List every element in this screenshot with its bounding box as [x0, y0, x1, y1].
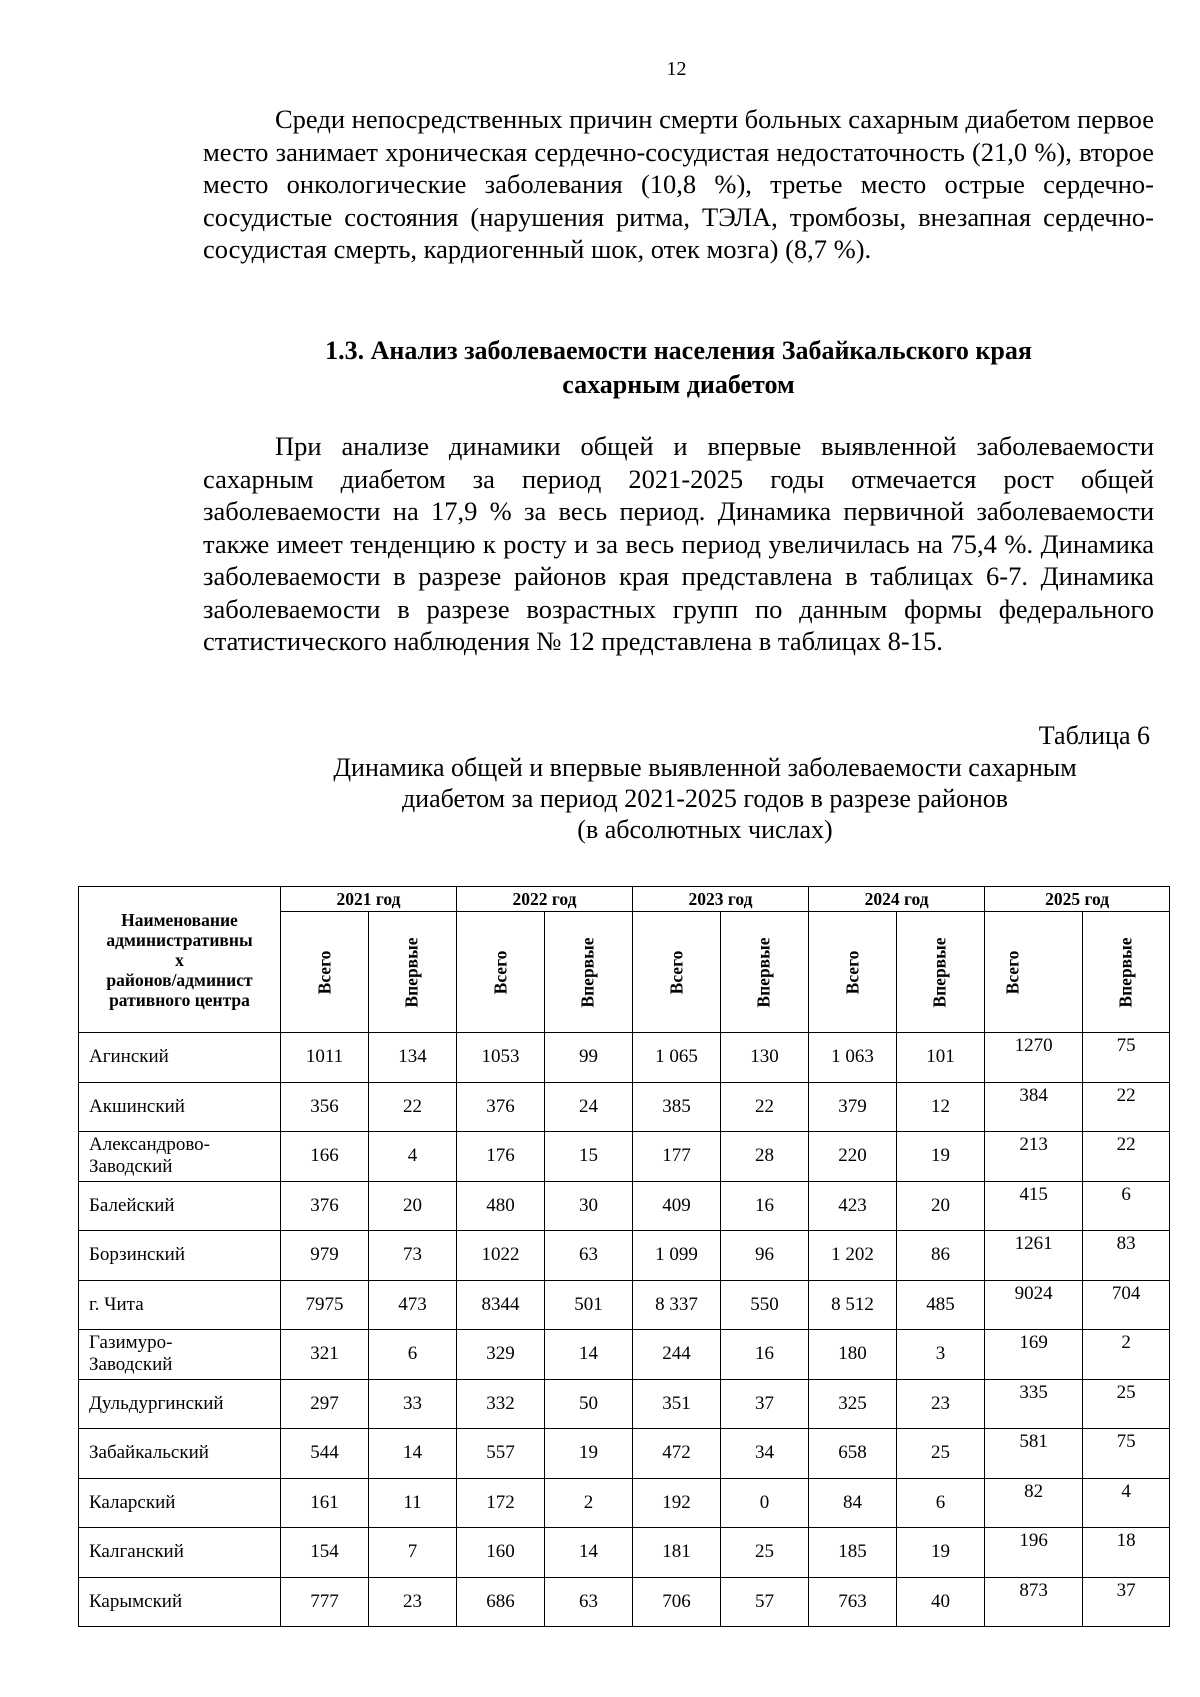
district-name-cell: [79, 1280, 281, 1330]
district-name: Акшинский: [89, 1095, 185, 1117]
value-first-cell: 25: [1083, 1379, 1170, 1429]
value-first-cell: 75: [1083, 1033, 1170, 1083]
district-name: Газимуро-: [89, 1332, 173, 1354]
district-header-line: административны: [106, 929, 253, 950]
district-name-cell: [79, 1082, 281, 1132]
paragraph-causes-of-death: Среди непосредственных причин смерти больных сахарным диабетом первое место занимает хроническая сердечно-сосудистая недостаточность (21,0 %), второе место онкологические заболевания (10,8 %), третье место острые сердечно-сосудистые состояния (нарушения ритма, ТЭЛА, тромбозы, внезапная сердечно-сосудистая смерть, кардиогенный шок, отек мозга) (8,7 %).: [203, 104, 1154, 264]
value-all-cell: 384: [985, 1082, 1083, 1132]
subheader-first: [1083, 912, 1170, 1033]
value-all-cell: 472: [633, 1429, 721, 1479]
value-first-cell: 22: [1083, 1082, 1170, 1132]
value-first-cell: 2: [545, 1478, 633, 1528]
district-name-cell: [79, 1330, 281, 1380]
value-all-cell: 332: [457, 1379, 545, 1429]
value-first-cell: 57: [721, 1577, 809, 1627]
value-all-cell: 1053: [457, 1033, 545, 1083]
value-all-cell: 1270: [985, 1033, 1083, 1083]
table-row: [79, 1330, 1170, 1380]
value-first-cell: 2: [1083, 1330, 1170, 1380]
table-row: [79, 1280, 1170, 1330]
value-all-cell: 351: [633, 1379, 721, 1429]
value-first-cell: 12: [897, 1082, 985, 1132]
district-name: Александрово-: [89, 1134, 210, 1156]
value-first-cell: 37: [721, 1379, 809, 1429]
year-header: 2023 год: [633, 887, 809, 912]
table-row: [79, 1478, 1170, 1528]
value-all-cell: 1 202: [809, 1231, 897, 1281]
value-all-cell: 415: [985, 1181, 1083, 1231]
district-name-cell: [79, 1132, 281, 1182]
subheader-first-label: Впервые: [754, 936, 775, 1008]
morbidity-table: [78, 886, 1170, 1627]
value-all-cell: 1011: [281, 1033, 369, 1083]
value-all-cell: 161: [281, 1478, 369, 1528]
value-first-cell: 4: [369, 1132, 457, 1182]
value-first-cell: 22: [1083, 1132, 1170, 1182]
subheader-all: [633, 912, 721, 1033]
subheader-all-label: Всего: [842, 950, 863, 994]
table-body: [79, 1033, 1170, 1627]
table-row: [79, 1528, 1170, 1578]
district-name-cell: [79, 1577, 281, 1627]
value-all-cell: 873: [985, 1577, 1083, 1627]
district-name-cell: [79, 1033, 281, 1083]
value-all-cell: 777: [281, 1577, 369, 1627]
value-first-cell: 134: [369, 1033, 457, 1083]
value-all-cell: 180: [809, 1330, 897, 1380]
table-caption-line-1: Динамика общей и впервые выявленной заболеваемости сахарным: [333, 753, 1077, 782]
table-row: [79, 1132, 1170, 1182]
district-name-cell: [79, 1231, 281, 1281]
value-first-cell: 50: [545, 1379, 633, 1429]
table-row: [79, 1082, 1170, 1132]
value-first-cell: 6: [369, 1330, 457, 1380]
table-caption-line-2: диабетом за период 2021-2025 годов в разрезе районов: [401, 784, 1009, 813]
value-all-cell: 8344: [457, 1280, 545, 1330]
value-first-cell: 19: [897, 1528, 985, 1578]
subheader-all: [809, 912, 897, 1033]
table-year-header-row: [79, 887, 1170, 912]
district-name: Заводский: [89, 1354, 173, 1376]
value-first-cell: 14: [545, 1330, 633, 1380]
year-header: 2022 год: [457, 887, 633, 912]
district-name: Агинский: [89, 1046, 169, 1068]
value-first-cell: 501: [545, 1280, 633, 1330]
value-all-cell: 376: [457, 1082, 545, 1132]
value-all-cell: 321: [281, 1330, 369, 1380]
district-name-cell: [79, 1181, 281, 1231]
value-first-cell: 550: [721, 1280, 809, 1330]
value-all-cell: 9024: [985, 1280, 1083, 1330]
value-first-cell: 19: [545, 1429, 633, 1479]
value-all-cell: 169: [985, 1330, 1083, 1380]
district-name: Карымский: [89, 1590, 183, 1612]
value-all-cell: 8 337: [633, 1280, 721, 1330]
value-all-cell: 581: [985, 1429, 1083, 1479]
value-first-cell: 704: [1083, 1280, 1170, 1330]
value-first-cell: 34: [721, 1429, 809, 1479]
district-header-line: Наименование: [121, 909, 238, 930]
value-first-cell: 25: [897, 1429, 985, 1479]
page-number: 12: [666, 58, 687, 80]
value-all-cell: 1261: [985, 1231, 1083, 1281]
value-first-cell: 63: [545, 1231, 633, 1281]
value-all-cell: 356: [281, 1082, 369, 1132]
district-name: Борзинский: [89, 1244, 185, 1266]
table-row: [79, 1231, 1170, 1281]
year-header: 2021 год: [281, 887, 457, 912]
district-name-cell: [79, 1429, 281, 1479]
value-first-cell: 23: [897, 1379, 985, 1429]
value-all-cell: 1 099: [633, 1231, 721, 1281]
subheader-first: [897, 912, 985, 1033]
value-first-cell: 96: [721, 1231, 809, 1281]
value-all-cell: 297: [281, 1379, 369, 1429]
value-all-cell: 154: [281, 1528, 369, 1578]
subheader-all: [281, 912, 369, 1033]
value-first-cell: 11: [369, 1478, 457, 1528]
year-header: 2024 год: [809, 887, 985, 912]
district-name: Забайкальский: [89, 1442, 209, 1464]
value-all-cell: 213: [985, 1132, 1083, 1182]
district-name: Каларский: [89, 1491, 176, 1513]
section-heading: [203, 334, 1154, 402]
value-first-cell: 23: [369, 1577, 457, 1627]
value-first-cell: 14: [545, 1528, 633, 1578]
value-first-cell: 15: [545, 1132, 633, 1182]
value-all-cell: 160: [457, 1528, 545, 1578]
table-row: [79, 1577, 1170, 1627]
value-first-cell: 14: [369, 1429, 457, 1479]
table-caption-line-3: (в абсолютных числах): [577, 815, 833, 844]
subheader-first: [721, 912, 809, 1033]
value-all-cell: 176: [457, 1132, 545, 1182]
value-first-cell: 473: [369, 1280, 457, 1330]
value-all-cell: 763: [809, 1577, 897, 1627]
value-all-cell: 185: [809, 1528, 897, 1578]
value-first-cell: 101: [897, 1033, 985, 1083]
value-first-cell: 75: [1083, 1429, 1170, 1479]
district-name: г. Чита: [89, 1293, 144, 1315]
value-first-cell: 30: [545, 1181, 633, 1231]
value-all-cell: 84: [809, 1478, 897, 1528]
value-first-cell: 6: [897, 1478, 985, 1528]
value-first-cell: 22: [369, 1082, 457, 1132]
value-first-cell: 99: [545, 1033, 633, 1083]
value-first-cell: 485: [897, 1280, 985, 1330]
subheader-first: [545, 912, 633, 1033]
value-first-cell: 16: [721, 1330, 809, 1380]
district-name-cell: [79, 1478, 281, 1528]
subheader-all-label: Всего: [314, 950, 334, 994]
district-name-cell: [79, 1528, 281, 1578]
value-first-cell: 4: [1083, 1478, 1170, 1528]
value-first-cell: 130: [721, 1033, 809, 1083]
value-all-cell: 177: [633, 1132, 721, 1182]
value-first-cell: 3: [897, 1330, 985, 1380]
value-first-cell: 19: [897, 1132, 985, 1182]
value-first-cell: 7: [369, 1528, 457, 1578]
subheader-first-label: Впервые: [578, 936, 599, 1008]
year-header: 2025 год: [985, 887, 1170, 912]
value-first-cell: 63: [545, 1577, 633, 1627]
value-first-cell: 20: [897, 1181, 985, 1231]
section-heading-line-1: 1.3. Анализ заболеваемости населения Забайкальского края: [325, 336, 1032, 365]
value-all-cell: 376: [281, 1181, 369, 1231]
subheader-first-label: Впервые: [402, 936, 423, 1008]
subheader-first-label: Впервые: [1115, 936, 1136, 1008]
value-all-cell: 544: [281, 1429, 369, 1479]
district-header-line: районов/админист: [106, 969, 253, 990]
value-first-cell: 40: [897, 1577, 985, 1627]
value-all-cell: 658: [809, 1429, 897, 1479]
value-all-cell: 557: [457, 1429, 545, 1479]
subheader-all: [985, 912, 1083, 1033]
subheader-all-label: Всего: [490, 950, 511, 994]
value-all-cell: 329: [457, 1330, 545, 1380]
value-first-cell: 24: [545, 1082, 633, 1132]
table-row: [79, 1379, 1170, 1429]
district-header-line: х: [175, 949, 184, 970]
value-first-cell: 18: [1083, 1528, 1170, 1578]
value-all-cell: 379: [809, 1082, 897, 1132]
district-name: Калганский: [89, 1541, 184, 1563]
value-first-cell: 20: [369, 1181, 457, 1231]
value-all-cell: 8 512: [809, 1280, 897, 1330]
subheader-all-label: Всего: [666, 950, 687, 994]
value-first-cell: 83: [1083, 1231, 1170, 1281]
value-first-cell: 37: [1083, 1577, 1170, 1627]
value-all-cell: 244: [633, 1330, 721, 1380]
value-all-cell: 480: [457, 1181, 545, 1231]
value-all-cell: 335: [985, 1379, 1083, 1429]
district-name-header: [79, 887, 281, 1033]
value-all-cell: 706: [633, 1577, 721, 1627]
paragraph-morbidity-dynamics: При анализе динамики общей и впервые выявленной заболеваемости сахарным диабетом за период 2021-2025 годы отмечается рост общей заболеваемости на 17,9 % за весь период. Динамика первичной заболеваемости также имеет тенденцию к росту и за весь период увеличилась на 75,4 %. Динамика заболеваемости в разрезе районов края представлена в таблицах 6-7. Динамика заболеваемости в разрезе возрастных групп по данным формы федерального статистического наблюдения № 12 представлена в таблицах 8-15.: [203, 431, 1154, 656]
subheader-first-label: Впервые: [930, 936, 951, 1008]
subheader-first: [369, 912, 457, 1033]
district-name: Дульдургинский: [89, 1392, 224, 1414]
value-all-cell: 196: [985, 1528, 1083, 1578]
value-all-cell: 409: [633, 1181, 721, 1231]
value-first-cell: 16: [721, 1181, 809, 1231]
value-all-cell: 166: [281, 1132, 369, 1182]
value-first-cell: 28: [721, 1132, 809, 1182]
subheader-all-label: Всего: [1002, 950, 1023, 994]
district-name-cell: [79, 1379, 281, 1429]
value-all-cell: 181: [633, 1528, 721, 1578]
value-all-cell: 220: [809, 1132, 897, 1182]
table-row: [79, 1033, 1170, 1083]
value-all-cell: 82: [985, 1478, 1083, 1528]
value-all-cell: 192: [633, 1478, 721, 1528]
table-label: Таблица 6: [1038, 721, 1150, 750]
value-first-cell: 33: [369, 1379, 457, 1429]
value-all-cell: 979: [281, 1231, 369, 1281]
value-first-cell: 22: [721, 1082, 809, 1132]
value-all-cell: 1 065: [633, 1033, 721, 1083]
value-first-cell: 25: [721, 1528, 809, 1578]
value-all-cell: 1 063: [809, 1033, 897, 1083]
value-all-cell: 385: [633, 1082, 721, 1132]
value-all-cell: 423: [809, 1181, 897, 1231]
district-name: Заводский: [89, 1156, 173, 1178]
district-header-line: ративного центра: [109, 989, 250, 1010]
table-caption: [270, 752, 1140, 845]
section-heading-line-2: сахарным диабетом: [562, 370, 795, 399]
table-row: [79, 1181, 1170, 1231]
value-all-cell: 172: [457, 1478, 545, 1528]
table-row: [79, 1429, 1170, 1479]
value-first-cell: 86: [897, 1231, 985, 1281]
value-all-cell: 7975: [281, 1280, 369, 1330]
value-first-cell: 73: [369, 1231, 457, 1281]
value-all-cell: 1022: [457, 1231, 545, 1281]
subheader-all: [457, 912, 545, 1033]
district-name: Балейский: [89, 1194, 175, 1216]
value-all-cell: 325: [809, 1379, 897, 1429]
value-all-cell: 686: [457, 1577, 545, 1627]
value-first-cell: 6: [1083, 1181, 1170, 1231]
value-first-cell: 0: [721, 1478, 809, 1528]
